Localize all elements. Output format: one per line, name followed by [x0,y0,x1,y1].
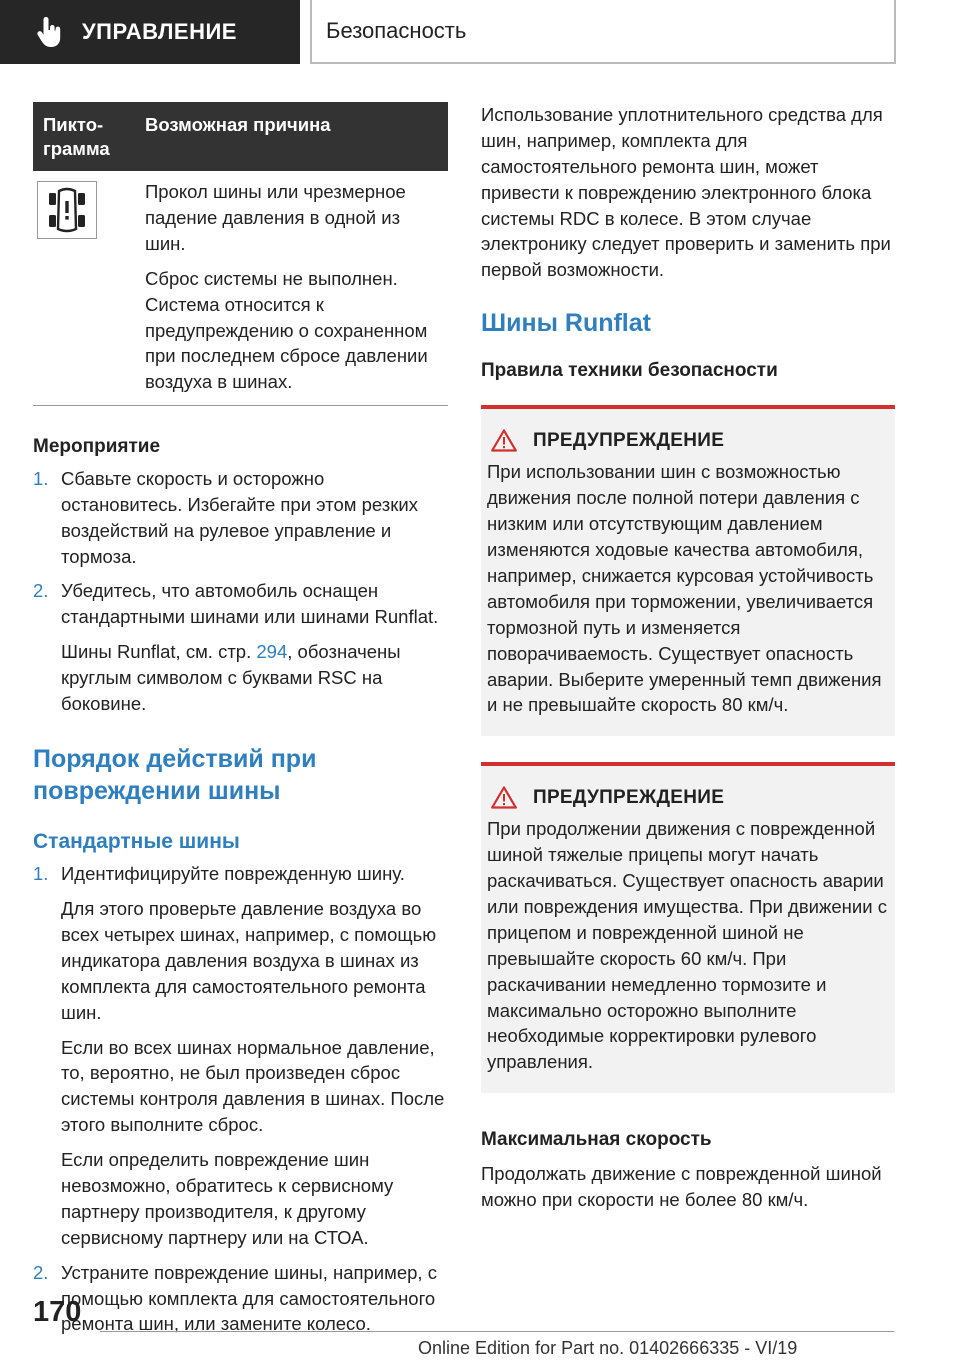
list-item [33,578,448,716]
list-item [33,466,448,570]
warning-label: ПРЕДУПРЕЖДЕНИЕ [533,787,725,809]
standard-tires-heading: Стандартные шины [33,829,240,853]
list-item [33,861,448,1250]
step-text: Если во всех шинах нормальное давление, то, вероятно, не был произведен сброс системы контроля давления в шинах. После этого выполните сброс. [61,1036,445,1136]
tire-pressure-warning-icon [37,181,97,239]
damage-steps [33,861,448,1337]
measure-steps [33,466,448,717]
step-text: Сбавьте скорость и осторожно остановитесь. Избегайте при этом резких воздействий на рулевое управление и тормоза. [61,467,418,567]
cause-text-2: Сброс системы не выполнен. Система относится к предупреждению о сохраненном при последнем сбросе давлении воздуха в шинах. [145,267,428,393]
step-text: Устраните повреждение шины, например, с помощью комплекта для самостоятельного ремонта шин, или замените колесо. [61,1261,437,1335]
warning-box [481,405,895,736]
section-title: Безопасность [310,0,896,64]
table-row [33,171,448,406]
warning-text: При продолжении движения с поврежденной шиной тяжелые прицепы могут начать раскачиваться. Существует опасность аварии или повреждения имущества. При движении с прицепом и поврежденной шиной не превышайте скорость 60 км/ч. При раскачивании немедленно тормозите и максимально осторожно выполните необходимые корректировки рулевого управления. [487,818,887,1073]
list-item [33,1260,448,1338]
table-header-pictogram: Пикто- грамма [33,102,135,171]
safety-heading: Правила техники безопасности [481,359,778,381]
cause-text-1: Прокол шины или чрезмерное падение давления в одной из шин. [145,181,406,254]
warning-label: ПРЕДУПРЕЖДЕНИЕ [533,430,725,452]
chapter-title: УПРАВЛЕНИЕ [82,19,237,44]
step-number: 1. [33,863,49,885]
step-number: 2. [33,580,49,602]
right-column [481,102,895,1213]
edition-info: Online Edition for Part no. 01402666335 - VI/19 [418,1338,798,1358]
step-text: Убедитесь, что автомобиль оснащен стандартными шинами или шинами Runflat. [61,580,439,628]
step-number: 1. [33,467,49,489]
measure-title: Мероприятие [33,436,161,458]
page-link[interactable]: 294 [256,641,288,663]
table-header-cause: Возможная причина [135,102,448,171]
warning-triangle-icon [491,429,519,453]
step-text: Если определить повреждение шин невозможно, обратитесь к сервисному партнеру производителя, к другому сервисному партнеру или на СТОА. [61,1149,394,1248]
warning-box [481,762,895,1093]
cause-cell [135,171,448,406]
chapter-tab [0,0,300,64]
runflat-heading: Шины Runflat [481,309,651,338]
step-text: Идентифицируйте поврежденную шину. [61,863,405,885]
warning-text: При использовании шин с возможностью движения после полной потери давления с низким или отсутствующим давлением изменяются ходовые качества автомобиля, например, снижается курсовая устойчивость автомобиля при торможении, увеличивается тормозной путь и изменяется поворачиваемость. Существует опасность аварии. Выберите умеренный темп движения и не превышайте скорость 80 км/ч. [487,461,882,716]
page-number: 170 [33,1296,82,1328]
sealant-intro: Использование уплотнительного средства для шин, например, комплекта для самостоятельного ремонта шин, может привести к повреждению электронного блока системы RDC в колесе. В этом случае электронику следует проверить и заменить при первой возможности. [481,104,891,281]
left-column [33,102,448,1337]
step-text: Для этого проверьте давление воздуха во всех четырех шинах, например, с помощью индикатора давления воздуха в шинах из комплекта для самостоятельного ремонта шин. [61,898,437,1023]
pictogram-table [33,102,448,406]
damage-heading: Порядок действий при повреждении шины [33,744,317,806]
runflat-reference: Шины Runflat, см. стр. 294, обозначены круглым символом с буквами RSC на боковине. [61,641,401,714]
step-number: 2. [33,1261,49,1283]
warning-triangle-icon [491,786,519,810]
hand-pointer-icon [30,12,70,52]
max-speed-text: Продолжать движение с поврежденной шиной можно при скорости не более 80 км/ч. [481,1162,882,1210]
max-speed-heading: Максимальная скорость [481,1129,712,1151]
footer-divider [100,1331,894,1332]
